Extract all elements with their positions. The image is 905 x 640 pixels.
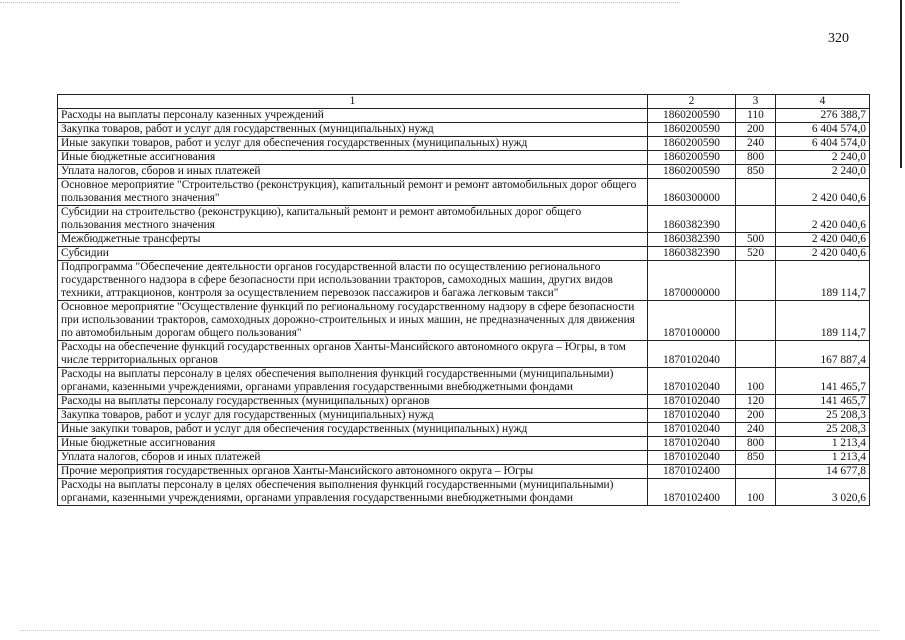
table-row [58,165,870,179]
row-type [736,206,776,233]
row-amount: 3 020,6 [776,479,870,506]
row-amount: 167 887,4 [776,341,870,368]
row-type: 200 [736,123,776,137]
header-cell-3: 3 [736,95,776,109]
row-type [736,301,776,341]
row-type: 110 [736,109,776,123]
row-code: 1870102400 [648,465,736,479]
row-name: Закупка товаров, работ и услуг для государственных (муниципальных) нужд [58,123,648,137]
table-row [58,206,870,233]
row-name: Расходы на выплаты персоналу в целях обеспечения выполнения функций государственными (муниципальными) органами, казенными учреждениями, органами управления государственными внебюджетными фондами [58,368,648,395]
row-amount: 2 420 040,6 [776,247,870,261]
header-cell-1: 1 [58,95,648,109]
header-cell-2: 2 [648,95,736,109]
row-type: 100 [736,368,776,395]
row-code: 1870100000 [648,301,736,341]
row-code: 1860382390 [648,233,736,247]
row-amount: 2 240,0 [776,165,870,179]
row-code: 1860200590 [648,109,736,123]
row-name: Основное мероприятие "Осуществление функций по региональному государственному надзору в сфере безопасности при использовании тракторов, самоходных дорожно-строительных и иных машин, не предназначенных для движения по автомобильным дорогам общего пользования" [58,301,648,341]
row-amount: 189 114,7 [776,261,870,301]
table-row [58,409,870,423]
row-code: 1870102040 [648,423,736,437]
row-code: 1870102040 [648,437,736,451]
row-type: 100 [736,479,776,506]
table-header-row [58,95,870,109]
row-type [736,465,776,479]
row-amount: 141 465,7 [776,395,870,409]
row-name: Субсидии [58,247,648,261]
row-type: 200 [736,409,776,423]
row-name: Подпрограмма "Обеспечение деятельности органов государственной власти по осуществлению регионального государственного надзора в сфере безопасности при использовании тракторов, самоходных машин, других видов техники, аттракционов, контроля за осуществлением перевозок пассажиров и багажа легковым такси" [58,261,648,301]
header-cell-4: 4 [776,95,870,109]
row-type: 850 [736,451,776,465]
table-row [58,479,870,506]
row-name: Иные закупки товаров, работ и услуг для обеспечения государственных (муниципальных) нужд [58,423,648,437]
row-code: 1860200590 [648,137,736,151]
row-type: 520 [736,247,776,261]
row-code: 1860300000 [648,179,736,206]
table-row [58,423,870,437]
row-amount: 25 208,3 [776,409,870,423]
row-type [736,179,776,206]
scan-edge-rule [900,0,902,168]
row-name: Основное мероприятие "Строительство (реконструкция), капитальный ремонт и ремонт автомобильных дорог общего пользования местного значения" [58,179,648,206]
row-type [736,261,776,301]
row-code: 1860200590 [648,151,736,165]
row-name: Иные бюджетные ассигнования [58,437,648,451]
row-type: 240 [736,423,776,437]
row-code: 1870102400 [648,479,736,506]
row-code: 1860200590 [648,165,736,179]
row-name: Иные бюджетные ассигнования [58,151,648,165]
row-code: 1860382390 [648,206,736,233]
row-name: Расходы на выплаты персоналу государственных (муниципальных) органов [58,395,648,409]
row-code: 1870102040 [648,395,736,409]
table-row [58,151,870,165]
row-code: 1860382390 [648,247,736,261]
row-name: Иные закупки товаров, работ и услуг для обеспечения государственных (муниципальных) нужд [58,137,648,151]
row-name: Уплата налогов, сборов и иных платежей [58,451,648,465]
row-type: 500 [736,233,776,247]
row-type: 240 [736,137,776,151]
row-amount: 25 208,3 [776,423,870,437]
row-code: 1870102040 [648,409,736,423]
row-type: 120 [736,395,776,409]
table-row [58,368,870,395]
row-amount: 2 240,0 [776,151,870,165]
table-row [58,233,870,247]
table-row [58,247,870,261]
row-type [736,341,776,368]
row-amount: 1 213,4 [776,451,870,465]
row-type: 800 [736,151,776,165]
row-amount: 189 114,7 [776,301,870,341]
row-name: Расходы на выплаты персоналу в целях обеспечения выполнения функций государственными (муниципальными) органами, казенными учреждениями, органами управления государственными внебюджетными фондами [58,479,648,506]
row-name: Уплата налогов, сборов и иных платежей [58,165,648,179]
row-amount: 2 420 040,6 [776,233,870,247]
row-amount: 2 420 040,6 [776,179,870,206]
row-name: Расходы на обеспечение функций государственных органов Ханты-Мансийского автономного округа – Югры, в том числе территориальных органов [58,341,648,368]
table-row [58,341,870,368]
row-type: 800 [736,437,776,451]
row-name: Закупка товаров, работ и услуг для государственных (муниципальных) нужд [58,409,648,423]
row-code: 1870102040 [648,451,736,465]
row-code: 1870000000 [648,261,736,301]
table-row [58,451,870,465]
table-row [58,137,870,151]
table-row [58,123,870,137]
row-code: 1860200590 [648,123,736,137]
budget-table [57,94,870,506]
row-type: 850 [736,165,776,179]
table-row [58,109,870,123]
row-name: Субсидии на строительство (реконструкцию), капитальный ремонт и ремонт автомобильных дорог общего пользования местного значения [58,206,648,233]
row-amount: 6 404 574,0 [776,137,870,151]
row-amount: 1 213,4 [776,437,870,451]
row-amount: 276 388,7 [776,109,870,123]
table-row [58,395,870,409]
table-row [58,437,870,451]
row-code: 1870102040 [648,368,736,395]
row-amount: 14 677,8 [776,465,870,479]
table-row [58,301,870,341]
row-name: Расходы на выплаты персоналу казенных учреждений [58,109,648,123]
table-row [58,261,870,301]
row-name: Прочие мероприятия государственных органов Ханты-Мансийского автономного округа – Югры [58,465,648,479]
scan-edge-bottom [20,630,880,632]
row-code: 1870102040 [648,341,736,368]
row-name: Межбюджетные трансферты [58,233,648,247]
row-amount: 141 465,7 [776,368,870,395]
scan-edge-top [0,2,680,4]
row-amount: 2 420 040,6 [776,206,870,233]
row-amount: 6 404 574,0 [776,123,870,137]
table-row [58,179,870,206]
page-number: 320 [828,31,849,46]
table-row [58,465,870,479]
